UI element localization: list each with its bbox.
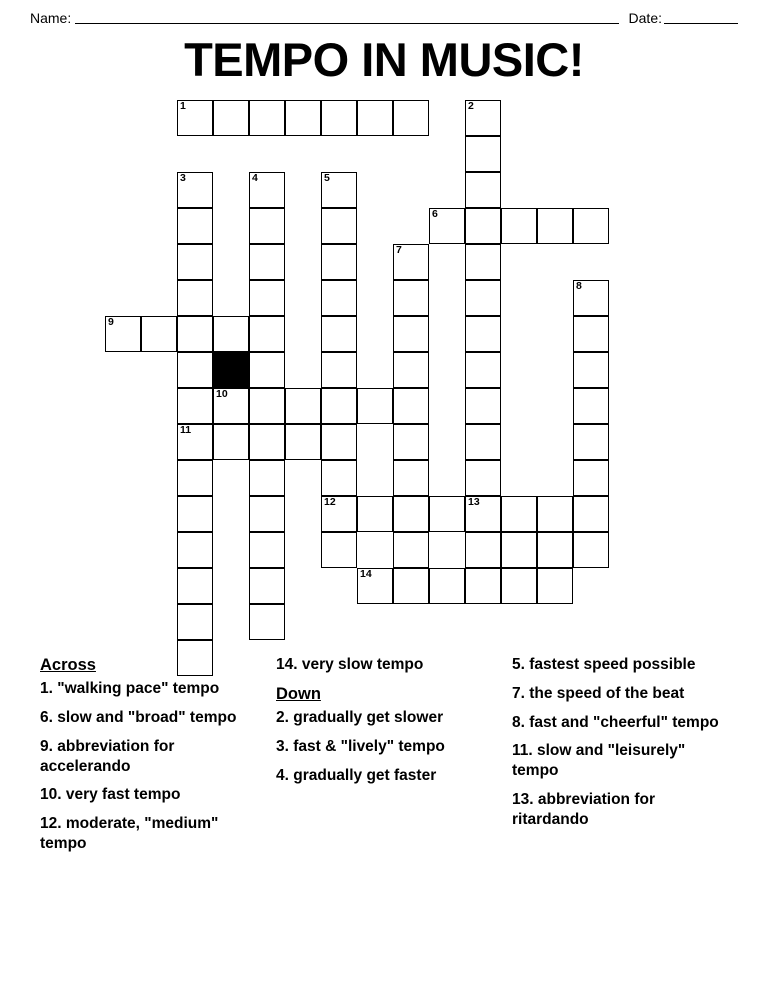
- grid-cell[interactable]: [213, 316, 249, 352]
- grid-cell[interactable]: [465, 244, 501, 280]
- grid-cell[interactable]: [249, 244, 285, 280]
- clue-number: 12.: [40, 815, 66, 833]
- clue-text: gradually get faster: [293, 766, 437, 784]
- clue-section-heading: Down: [276, 684, 321, 703]
- grid-cell[interactable]: [213, 424, 249, 460]
- grid-cell[interactable]: [501, 208, 537, 244]
- grid-cell[interactable]: [177, 316, 213, 352]
- grid-cell[interactable]: [249, 100, 285, 136]
- grid-cell-number: 14: [360, 568, 372, 580]
- grid-cell[interactable]: [573, 424, 609, 460]
- grid-cell[interactable]: [465, 172, 501, 208]
- clue-item: [512, 655, 730, 675]
- grid-cell[interactable]: [573, 388, 609, 424]
- grid-cell[interactable]: [501, 532, 537, 568]
- grid-cell[interactable]: [573, 460, 609, 496]
- grid-cell[interactable]: [177, 568, 213, 604]
- grid-cell[interactable]: [573, 280, 609, 316]
- grid-cell[interactable]: [501, 568, 537, 604]
- clue-text: very slow tempo: [301, 656, 424, 673]
- grid-cell[interactable]: [393, 532, 429, 568]
- grid-cell[interactable]: [249, 352, 285, 388]
- clue-text: abbreviation for accelerando: [40, 737, 175, 775]
- grid-cell[interactable]: [177, 424, 213, 460]
- grid-cell[interactable]: [573, 496, 609, 532]
- clue-text: moderate, "medium" tempo: [40, 815, 219, 853]
- clue-text: the speed of the beat: [529, 684, 685, 702]
- grid-cell[interactable]: [177, 352, 213, 388]
- grid-cell[interactable]: [321, 208, 357, 244]
- clue-text: fast & "lively" tempo: [293, 737, 445, 755]
- grid-cell-number: 13: [468, 496, 480, 508]
- clue-item: [40, 737, 258, 777]
- date-write-line[interactable]: [664, 10, 738, 24]
- clues-column-down: [276, 655, 494, 915]
- clue-number: 7.: [512, 684, 530, 702]
- clue-text: "walking pace" tempo: [57, 680, 220, 698]
- clue-number: 6.: [40, 708, 58, 726]
- grid-cell[interactable]: [393, 388, 429, 424]
- grid-cell[interactable]: [249, 172, 285, 208]
- grid-cell[interactable]: [429, 568, 465, 604]
- grid-cell[interactable]: [357, 100, 393, 136]
- grid-cell[interactable]: [285, 424, 321, 460]
- name-label: Name:: [30, 10, 72, 26]
- grid-cell[interactable]: [465, 424, 501, 460]
- grid-cell-number: 2: [468, 100, 474, 112]
- grid-cell[interactable]: [285, 100, 321, 136]
- clues-section: [40, 655, 740, 915]
- grid-cell[interactable]: [573, 316, 609, 352]
- clue-item: [512, 713, 730, 733]
- grid-cell[interactable]: [465, 280, 501, 316]
- clue-item: [40, 785, 258, 805]
- grid-cell[interactable]: [321, 316, 357, 352]
- grid-cell[interactable]: [177, 460, 213, 496]
- clues-column-extra: [512, 655, 730, 915]
- clue-number: 3.: [276, 737, 294, 755]
- clue-text: slow and "broad" tempo: [57, 708, 237, 726]
- clue-item: [40, 679, 258, 699]
- grid-cell[interactable]: [249, 424, 285, 460]
- grid-cell[interactable]: [177, 496, 213, 532]
- grid-cell[interactable]: [537, 208, 573, 244]
- clue-text: gradually get slower: [293, 708, 444, 726]
- clue-item: [276, 655, 494, 675]
- grid-cell[interactable]: [465, 352, 501, 388]
- grid-cell[interactable]: [177, 100, 213, 136]
- grid-cell[interactable]: [465, 568, 501, 604]
- grid-cell[interactable]: [249, 316, 285, 352]
- grid-cell-number: 12: [324, 496, 336, 508]
- grid-cell[interactable]: [177, 280, 213, 316]
- grid-cell[interactable]: [213, 100, 249, 136]
- grid-cell[interactable]: [321, 460, 357, 496]
- grid-block-cell: [213, 352, 249, 388]
- grid-cell[interactable]: [465, 496, 501, 532]
- grid-cell[interactable]: [537, 496, 573, 532]
- grid-cell[interactable]: [573, 352, 609, 388]
- grid-cell[interactable]: [321, 532, 357, 568]
- grid-cell[interactable]: [285, 388, 321, 424]
- grid-cell[interactable]: [213, 388, 249, 424]
- grid-cell-number: 8: [576, 280, 582, 292]
- grid-cell[interactable]: [249, 208, 285, 244]
- clue-item: [40, 708, 258, 728]
- grid-cell-number: 5: [324, 172, 330, 184]
- clues-column-across: [40, 655, 258, 915]
- clue-item: [276, 737, 494, 757]
- grid-cell[interactable]: [357, 568, 393, 604]
- grid-cell[interactable]: [393, 316, 429, 352]
- clue-number: 13.: [512, 791, 538, 809]
- clue-item: [276, 708, 494, 728]
- grid-cell[interactable]: [321, 424, 357, 460]
- grid-cell[interactable]: [321, 496, 357, 532]
- grid-cell[interactable]: [465, 208, 501, 244]
- grid-cell-number: 7: [396, 244, 402, 256]
- grid-cell[interactable]: [465, 388, 501, 424]
- grid-cell[interactable]: [177, 604, 213, 640]
- grid-cell[interactable]: [465, 532, 501, 568]
- grid-cell[interactable]: [429, 208, 465, 244]
- grid-cell[interactable]: [321, 100, 357, 136]
- clue-text: fast and "cheerful" tempo: [529, 713, 719, 731]
- grid-cell[interactable]: [249, 280, 285, 316]
- clue-item: [512, 741, 730, 781]
- crossword-grid: [0, 100, 768, 655]
- grid-cell[interactable]: [537, 568, 573, 604]
- clue-number: 8.: [512, 713, 530, 731]
- grid-cell[interactable]: [573, 208, 609, 244]
- grid-cell[interactable]: [321, 388, 357, 424]
- clue-item: [40, 814, 258, 854]
- clue-text: fastest speed possible: [529, 656, 696, 673]
- clue-number: 14.: [276, 656, 302, 673]
- clue-text: slow and "leisurely" tempo: [512, 742, 686, 780]
- grid-cell-number: 4: [252, 172, 258, 184]
- grid-cell[interactable]: [393, 568, 429, 604]
- grid-cell[interactable]: [393, 280, 429, 316]
- date-label: Date:: [628, 10, 662, 26]
- clue-number: 4.: [276, 766, 294, 784]
- page-title: TEMPO IN MUSIC!: [184, 33, 584, 86]
- clue-item: [512, 684, 730, 704]
- grid-cell[interactable]: [501, 496, 537, 532]
- clue-section-heading: Across: [40, 656, 96, 674]
- grid-cell-number: 9: [108, 316, 114, 328]
- grid-cell[interactable]: [393, 352, 429, 388]
- grid-cell[interactable]: [357, 388, 393, 424]
- grid-cell[interactable]: [249, 460, 285, 496]
- grid-cell-number: 10: [216, 388, 228, 400]
- grid-cell[interactable]: [141, 316, 177, 352]
- grid-cell[interactable]: [393, 100, 429, 136]
- grid-cell[interactable]: [393, 496, 429, 532]
- grid-cell[interactable]: [357, 496, 393, 532]
- grid-cell[interactable]: [249, 496, 285, 532]
- grid-cell[interactable]: [573, 532, 609, 568]
- grid-cell[interactable]: [393, 244, 429, 280]
- clue-number: 5.: [512, 656, 530, 673]
- grid-cell[interactable]: [177, 532, 213, 568]
- worksheet-header: [30, 4, 738, 26]
- grid-cell[interactable]: [249, 388, 285, 424]
- grid-cell[interactable]: [321, 244, 357, 280]
- grid-cell[interactable]: [249, 568, 285, 604]
- clue-number: 10.: [40, 786, 66, 804]
- clue-item: [512, 790, 730, 830]
- clue-number: 11.: [512, 742, 537, 760]
- grid-cell[interactable]: [249, 532, 285, 568]
- grid-cell[interactable]: [465, 460, 501, 496]
- grid-cell[interactable]: [105, 316, 141, 352]
- grid-cell[interactable]: [177, 244, 213, 280]
- grid-cell[interactable]: [465, 100, 501, 136]
- grid-cell-number: 3: [180, 172, 186, 184]
- grid-cell-number: 1: [180, 100, 186, 112]
- clue-text: abbreviation for ritardando: [512, 791, 655, 828]
- clue-number: 9.: [40, 737, 58, 755]
- grid-cell[interactable]: [429, 496, 465, 532]
- clue-text: very fast tempo: [65, 786, 181, 804]
- grid-cell-number: 6: [432, 208, 438, 220]
- grid-cell[interactable]: [177, 172, 213, 208]
- grid-cell[interactable]: [465, 316, 501, 352]
- grid-cell[interactable]: [177, 208, 213, 244]
- grid-cell-number: 11: [180, 424, 192, 436]
- grid-cell[interactable]: [321, 172, 357, 208]
- grid-cell[interactable]: [249, 604, 285, 640]
- grid-cell[interactable]: [321, 352, 357, 388]
- name-write-line[interactable]: [75, 10, 618, 24]
- grid-cell[interactable]: [177, 388, 213, 424]
- clue-number: 1.: [40, 680, 58, 698]
- clue-number: 2.: [276, 708, 294, 726]
- clue-item: [276, 766, 494, 786]
- grid-cell[interactable]: [393, 424, 429, 460]
- grid-cell[interactable]: [393, 460, 429, 496]
- grid-cell[interactable]: [465, 136, 501, 172]
- grid-cell[interactable]: [321, 280, 357, 316]
- grid-cell[interactable]: [537, 532, 573, 568]
